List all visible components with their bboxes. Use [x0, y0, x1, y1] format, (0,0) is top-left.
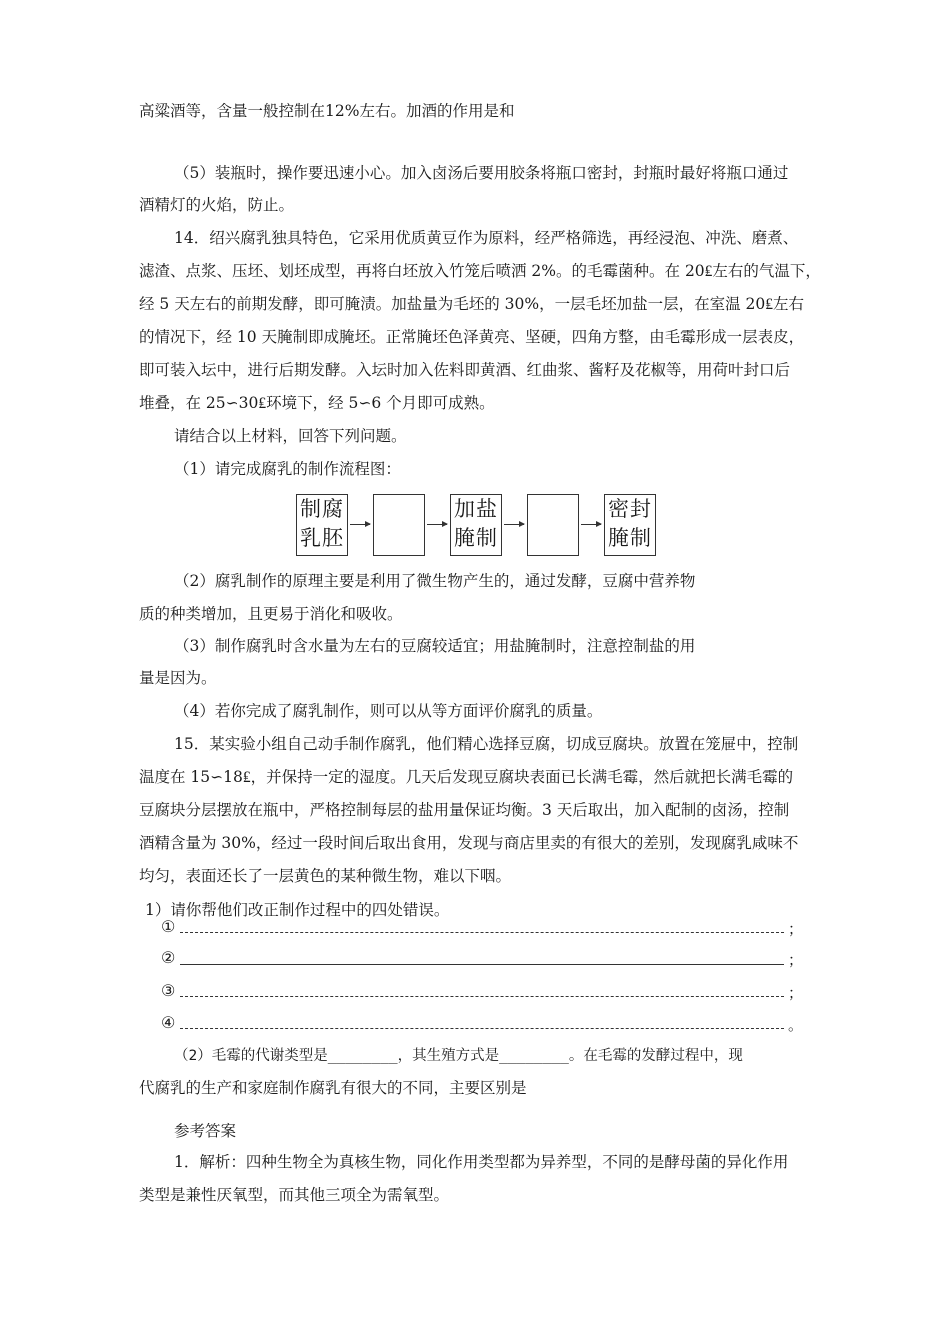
- answer-blank-2[interactable]: [180, 964, 784, 965]
- question-14-line4: 的情况下，经 10 天腌制即成腌坯。正常腌坯色泽黄亮、坚硬，四角方整，由毛霉形成一层表皮，: [139, 328, 805, 346]
- blank-marker-4: ④: [161, 1013, 176, 1032]
- answer-1-line2: 类型是兼性厌氧型，而其他三项全为需氧型。: [139, 1186, 450, 1204]
- question-14-part2-line1: （2）腐乳制作的原理主要是利用了微生物产生的，通过发酵，豆腐中营养物: [174, 572, 696, 590]
- question-14-part1: （1）请完成腐乳的制作流程图：: [174, 460, 401, 478]
- question-14-part4: （4）若你完成了腐乳制作，则可以从等方面评价腐乳的质量。: [174, 702, 603, 720]
- flow-box-4-blank: [527, 494, 579, 556]
- question-14-part3-line1: （3）制作腐乳时含水量为左右的豆腐较适宜；用盐腌制时，注意控制盐的用: [174, 637, 696, 655]
- question-15-line5: 均匀，表面还长了一层黄色的某种微生物，难以下咽。: [139, 867, 512, 885]
- flow-box-3-line1: 加盐: [454, 497, 498, 521]
- question-14-part3-line2: 量是因为。: [139, 669, 217, 687]
- question-15-line1: 15．某实验小组自己动手制作腐乳，他们精心选择豆腐，切成豆腐块。放置在笼屉中，控制: [174, 735, 799, 753]
- flow-box-1-line2: 乳胚: [300, 526, 344, 550]
- flow-box-5: [604, 494, 656, 556]
- question-15-line2: 温度在 15∽18₤，并保持一定的湿度。几天后发现豆腐块表面已长满毛霉，然后就把长满毛霉的: [139, 768, 794, 786]
- question-14-line2: 滤渣、点浆、压坯、划坯成型，再将白坯放入竹笼后喷洒 2%。的毛霉菌种。在 20₤左右的气温下，: [139, 262, 821, 280]
- question-14-line5: 即可装入坛中，进行后期发酵。入坛时加入佐料即黄酒、红曲浆、酱籽及花椒等，用荷叶封口后: [139, 361, 791, 379]
- question-14-part2-line2: 质的种类增加，且更易于消化和吸收。: [139, 605, 403, 623]
- question-14-line3: 经 5 天左右的前期发酵，即可腌渍。加盐量为毛坯的 30%，一层毛坯加盐一层，在室温 20₤左右: [139, 295, 804, 313]
- question-5-line2: 酒精灯的火焰，防止。: [139, 196, 295, 214]
- question-5-line1: （5）装瓶时，操作要迅速小心。加入卤汤后要用胶条将瓶口密封，封瓶时最好将瓶口通过: [174, 164, 789, 182]
- blank-end-4: 。: [788, 1016, 804, 1034]
- text-line: 高粱酒等，含量一般控制在12%左右。加酒的作用是和: [139, 102, 515, 120]
- question-15-line3: 豆腐块分层摆放在瓶中，严格控制每层的盐用量保证均衡。3 天后取出，加入配制的卤汤，控制: [139, 801, 790, 819]
- blank-end-2: ；: [788, 951, 804, 969]
- blank-marker-3: ③: [161, 981, 176, 1000]
- blank-marker-2: ②: [161, 948, 176, 967]
- blank-end-1: ；: [788, 920, 804, 938]
- flow-box-3: [450, 494, 502, 556]
- question-14-instruction: 请结合以上材料，回答下列问题。: [174, 427, 407, 445]
- flow-arrow-1: [350, 524, 370, 525]
- answer-section-title: 参考答案: [174, 1122, 237, 1140]
- flow-box-5-line2: 腌制: [608, 526, 652, 550]
- question-15-part1: 1）请你帮他们改正制作过程中的四处错误。: [145, 901, 450, 919]
- question-14-line6: 堆叠，在 25∽30₤环境下，经 5∽6 个月即可成熟。: [139, 394, 495, 412]
- flow-arrow-3: [504, 524, 524, 525]
- question-14-line1: 14．绍兴腐乳独具特色，它采用优质黄豆作为原料，经严格筛选，再经浸泡、冲洗、磨煮、: [174, 229, 799, 247]
- flowchart: [296, 494, 656, 556]
- flow-box-3-line2: 腌制: [454, 526, 498, 550]
- blank-end-3: ；: [788, 984, 804, 1002]
- blank-marker-1: ①: [161, 917, 176, 936]
- flow-box-5-line1: 密封: [608, 497, 652, 521]
- flow-box-2-blank: [373, 494, 425, 556]
- flow-box-1: [296, 494, 348, 556]
- answer-1-line1: 1．解析：四种生物全为真核生物，同化作用类型都为异养型，不同的是酵母菌的异化作用: [174, 1153, 789, 1171]
- flow-arrow-2: [427, 524, 447, 525]
- answer-blank-4[interactable]: [180, 1028, 784, 1029]
- flow-box-1-line1: 制腐: [300, 497, 344, 521]
- answer-blank-1[interactable]: [180, 932, 784, 933]
- question-15-line4: 酒精含量为 30%，经过一段时间后取出食用，发现与商店里卖的有很大的差别，发现腐乳咸味不: [139, 834, 799, 852]
- question-15-part2-line1: （2）毛霉的代谢类型是________，其生殖方式是________。在毛霉的发酵过程中，现: [174, 1048, 743, 1064]
- question-15-part2-line2: 代腐乳的生产和家庭制作腐乳有很大的不同，主要区别是: [139, 1079, 527, 1097]
- answer-blank-3[interactable]: [180, 996, 784, 997]
- flow-arrow-4: [581, 524, 601, 525]
